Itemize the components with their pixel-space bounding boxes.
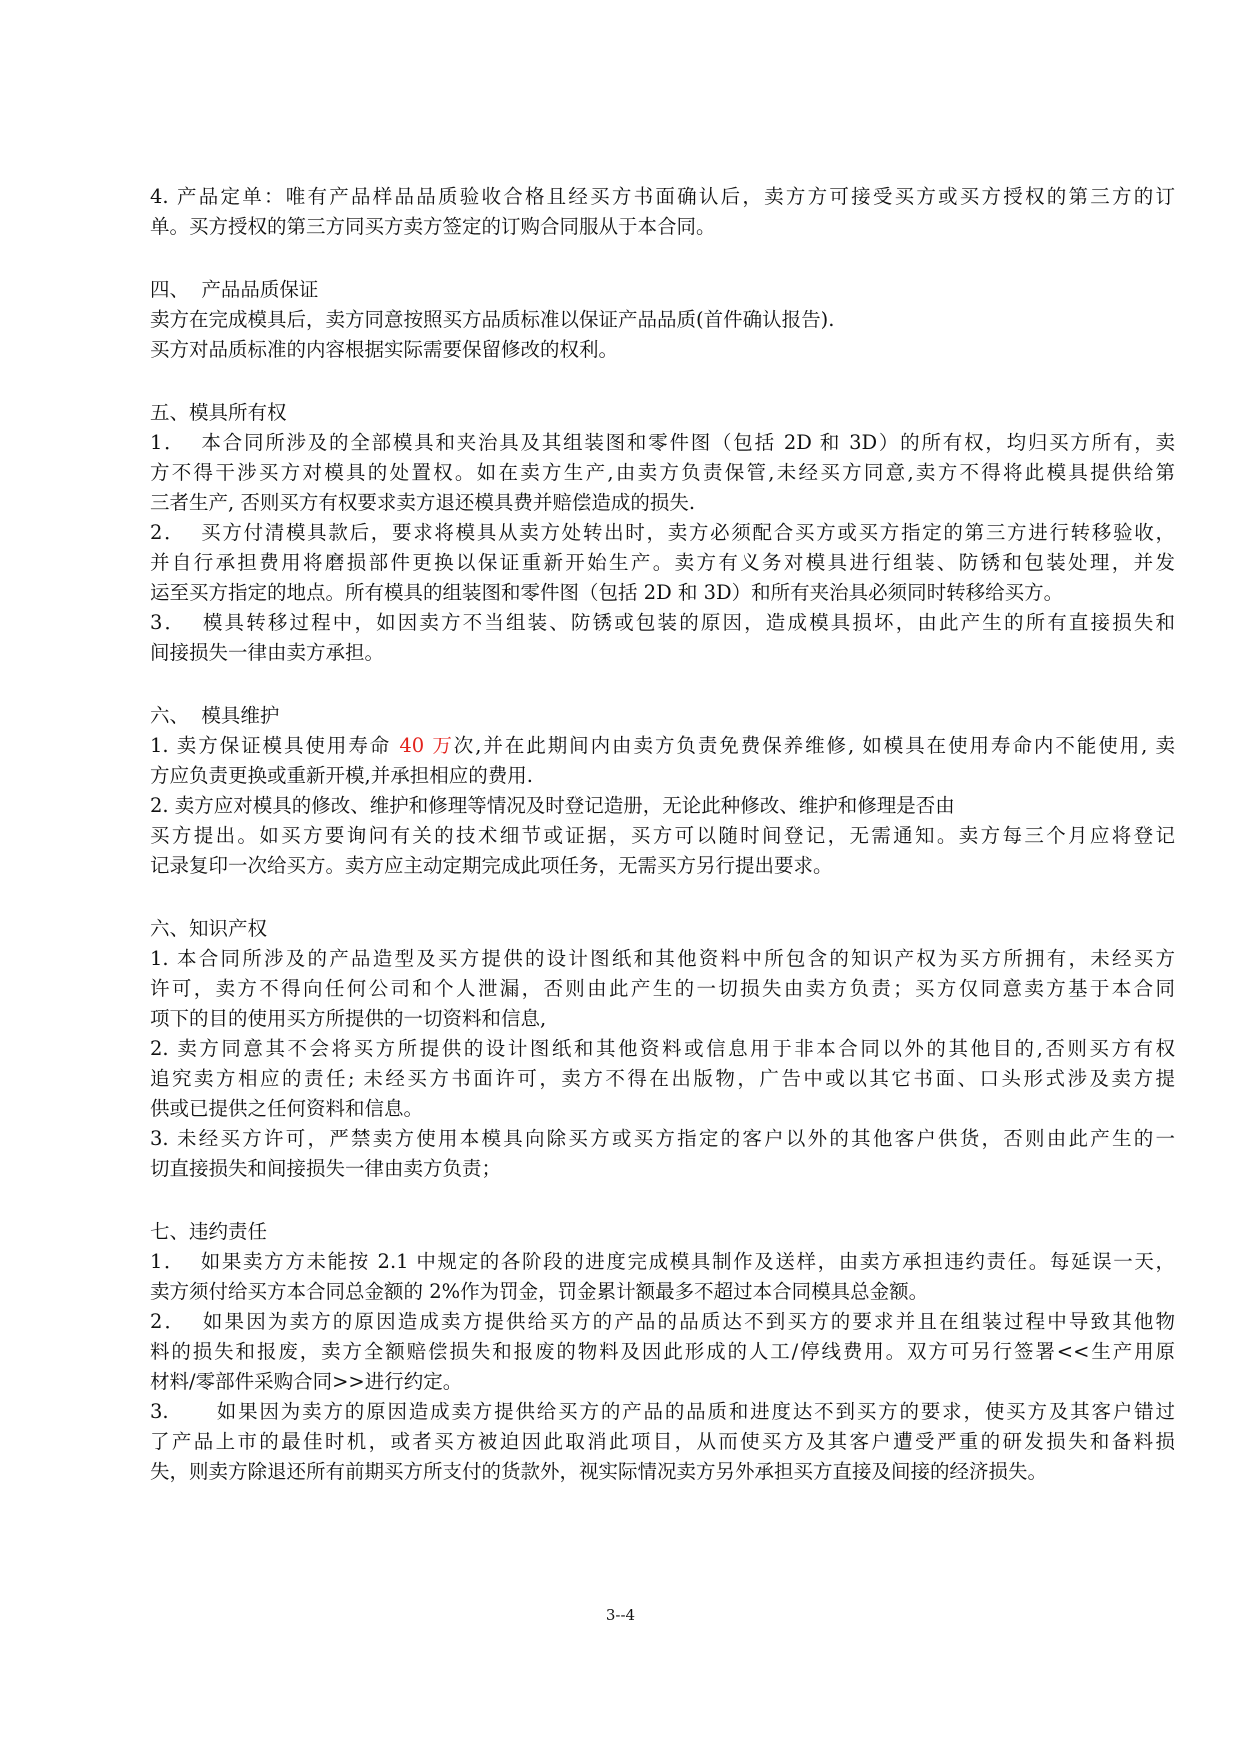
section-heading-liability: 七、违约责任 <box>150 1220 268 1243</box>
mold-life-highlight: 40 万 <box>399 734 454 757</box>
ownership-item-3-line-2: 间接损失一律由卖方承担。 <box>150 641 385 664</box>
liability-item-3-line-1: 3. 如果因为卖方的原因造成卖方提供给买方的产品的品质和进度达不到买方的要求，使买方及其客户错过 <box>150 1400 1175 1423</box>
maintenance-item-1-line-1 <box>150 731 1175 761</box>
quality-line-1: 卖方在完成模具后，卖方同意按照买方品质标准以保证产品品质(首件确认报告). <box>150 308 835 331</box>
page-number: 3--4 <box>605 1606 636 1624</box>
ip-item-1-line-2: 许可，卖方不得向任何公司和个人泄漏，否则由此产生的一切损失由卖方负责；买方仅同意卖方基于本合同 <box>150 977 1175 1000</box>
order-clause-line-2: 单。买方授权的第三方同买方卖方签定的订购合同服从于本合同。 <box>150 215 716 238</box>
liability-item-1-line-1: 1． 如果卖方方未能按 2.1 中规定的各阶段的进度完成模具制作及送样，由卖方承担违约责任。每延误一天， <box>150 1250 1175 1273</box>
ip-item-3-line-1: 3. 未经买方许可，严禁卖方使用本模具向除买方或买方指定的客户以外的其他客户供货，否则由此产生的一 <box>150 1127 1175 1150</box>
ownership-item-1-line-3: 三者生产, 否则买方有权要求卖方退还模具费并赔偿造成的损失. <box>150 491 696 514</box>
section-heading-ip: 六、知识产权 <box>150 917 268 940</box>
ownership-item-2-line-1: 2． 买方付清模具款后，要求将模具从卖方处转出时，卖方必须配合买方或买方指定的第三方进行转移验收， <box>150 521 1175 544</box>
section-heading-maintenance: 六、 模具维护 <box>150 704 280 727</box>
maintenance-item-1-suffix: 次,并在此期间内由卖方负责免费保养维修, 如模具在使用寿命内不能使用, 卖 <box>453 734 1175 757</box>
ownership-item-3-line-1: 3． 模具转移过程中，如因卖方不当组装、防锈或包装的原因，造成模具损坏，由此产生的所有直接损失和 <box>150 611 1175 634</box>
ownership-item-2-line-2: 并自行承担费用将磨损部件更换以保证重新开始生产。卖方有义务对模具进行组装、防锈和包装处理，并发 <box>150 551 1175 574</box>
ownership-item-1-line-1: 1． 本合同所涉及的全部模具和夹治具及其组装图和零件图（包括 2D 和 3D）的所有权，均归买方所有，卖 <box>150 431 1175 454</box>
ip-item-3-line-2: 切直接损失和间接损失一律由卖方负责； <box>150 1157 502 1180</box>
ip-item-2-line-1: 2. 卖方同意其不会将买方所提供的设计图纸和其他资料或信息用于非本合同以外的其他目的,否则买方有权 <box>150 1037 1175 1060</box>
quality-line-2: 买方对品质标准的内容根据实际需要保留修改的权利。 <box>150 338 619 361</box>
ip-item-2-line-3: 供或已提供之任何资料和信息。 <box>150 1097 424 1120</box>
ip-item-2-line-2: 追究卖方相应的责任; 未经买方书面许可，卖方不得在出版物，广告中或以其它书面、口头形式涉及卖方提 <box>150 1067 1175 1090</box>
maintenance-item-2-line-2: 买方提出。如买方要询问有关的技术细节或证据，买方可以随时间登记，无需通知。卖方每三个月应将登记 <box>150 824 1175 847</box>
maintenance-item-1-prefix: 1. 卖方保证模具使用寿命 <box>150 734 400 757</box>
liability-item-2-line-2: 料的损失和报废，卖方全额赔偿损失和报废的物料及因此形成的人工/停线费用。双方可另行签署<<生产用原 <box>150 1340 1175 1363</box>
liability-item-3-line-2: 了产品上市的最佳时机，或者买方被迫因此取消此项目，从而使买方及其客户遭受严重的研发损失和备料损 <box>150 1430 1175 1453</box>
liability-item-2-line-1: 2． 如果因为卖方的原因造成卖方提供给买方的产品的品质达不到买方的要求并且在组装过程中导致其他物 <box>150 1310 1175 1333</box>
liability-item-3-line-3: 失，则卖方除退还所有前期买方所支付的货款外，视实际情况卖方另外承担买方直接及间接的经济损失。 <box>150 1460 1048 1483</box>
ip-item-1-line-3: 项下的目的使用买方所提供的一切资料和信息, <box>150 1007 547 1030</box>
liability-item-2-line-3: 材料/零部件采购合同>>进行约定。 <box>150 1370 463 1393</box>
ownership-item-1-line-2: 方不得干涉买方对模具的处置权。如在卖方生产,由卖方负责保管,未经买方同意,卖方不得将此模具提供给第 <box>150 461 1175 484</box>
document-body <box>150 182 1175 1487</box>
liability-item-1-line-2: 卖方须付给买方本合同总金额的 2%作为罚金，罚金累计额最多不超过本合同模具总金额。 <box>150 1280 929 1303</box>
maintenance-item-2-line-1: 2. 卖方应对模具的修改、维护和修理等情况及时登记造册，无论此种修改、维护和修理是否由 <box>150 794 955 817</box>
maintenance-item-1-line-2: 方应负责更换或重新开模,并承担相应的费用. <box>150 764 533 787</box>
ip-item-1-line-1: 1. 本合同所涉及的产品造型及买方提供的设计图纸和其他资料中所包含的知识产权为买方所拥有，未经买方 <box>150 947 1175 970</box>
order-clause-line-1: 4. 产品定单：唯有产品样品品质验收合格且经买方书面确认后，卖方方可接受买方或买方授权的第三方的订 <box>150 185 1175 208</box>
maintenance-item-2-line-3: 记录复印一次给买方。卖方应主动定期完成此项任务，无需买方另行提出要求。 <box>150 854 833 877</box>
section-heading-ownership: 五、模具所有权 <box>150 401 287 424</box>
ownership-item-2-line-3: 运至买方指定的地点。所有模具的组装图和零件图（包括 2D 和 3D）和所有夹治具必须同时转移给买方。 <box>150 581 1064 604</box>
section-heading-quality: 四、 产品品质保证 <box>150 278 319 301</box>
